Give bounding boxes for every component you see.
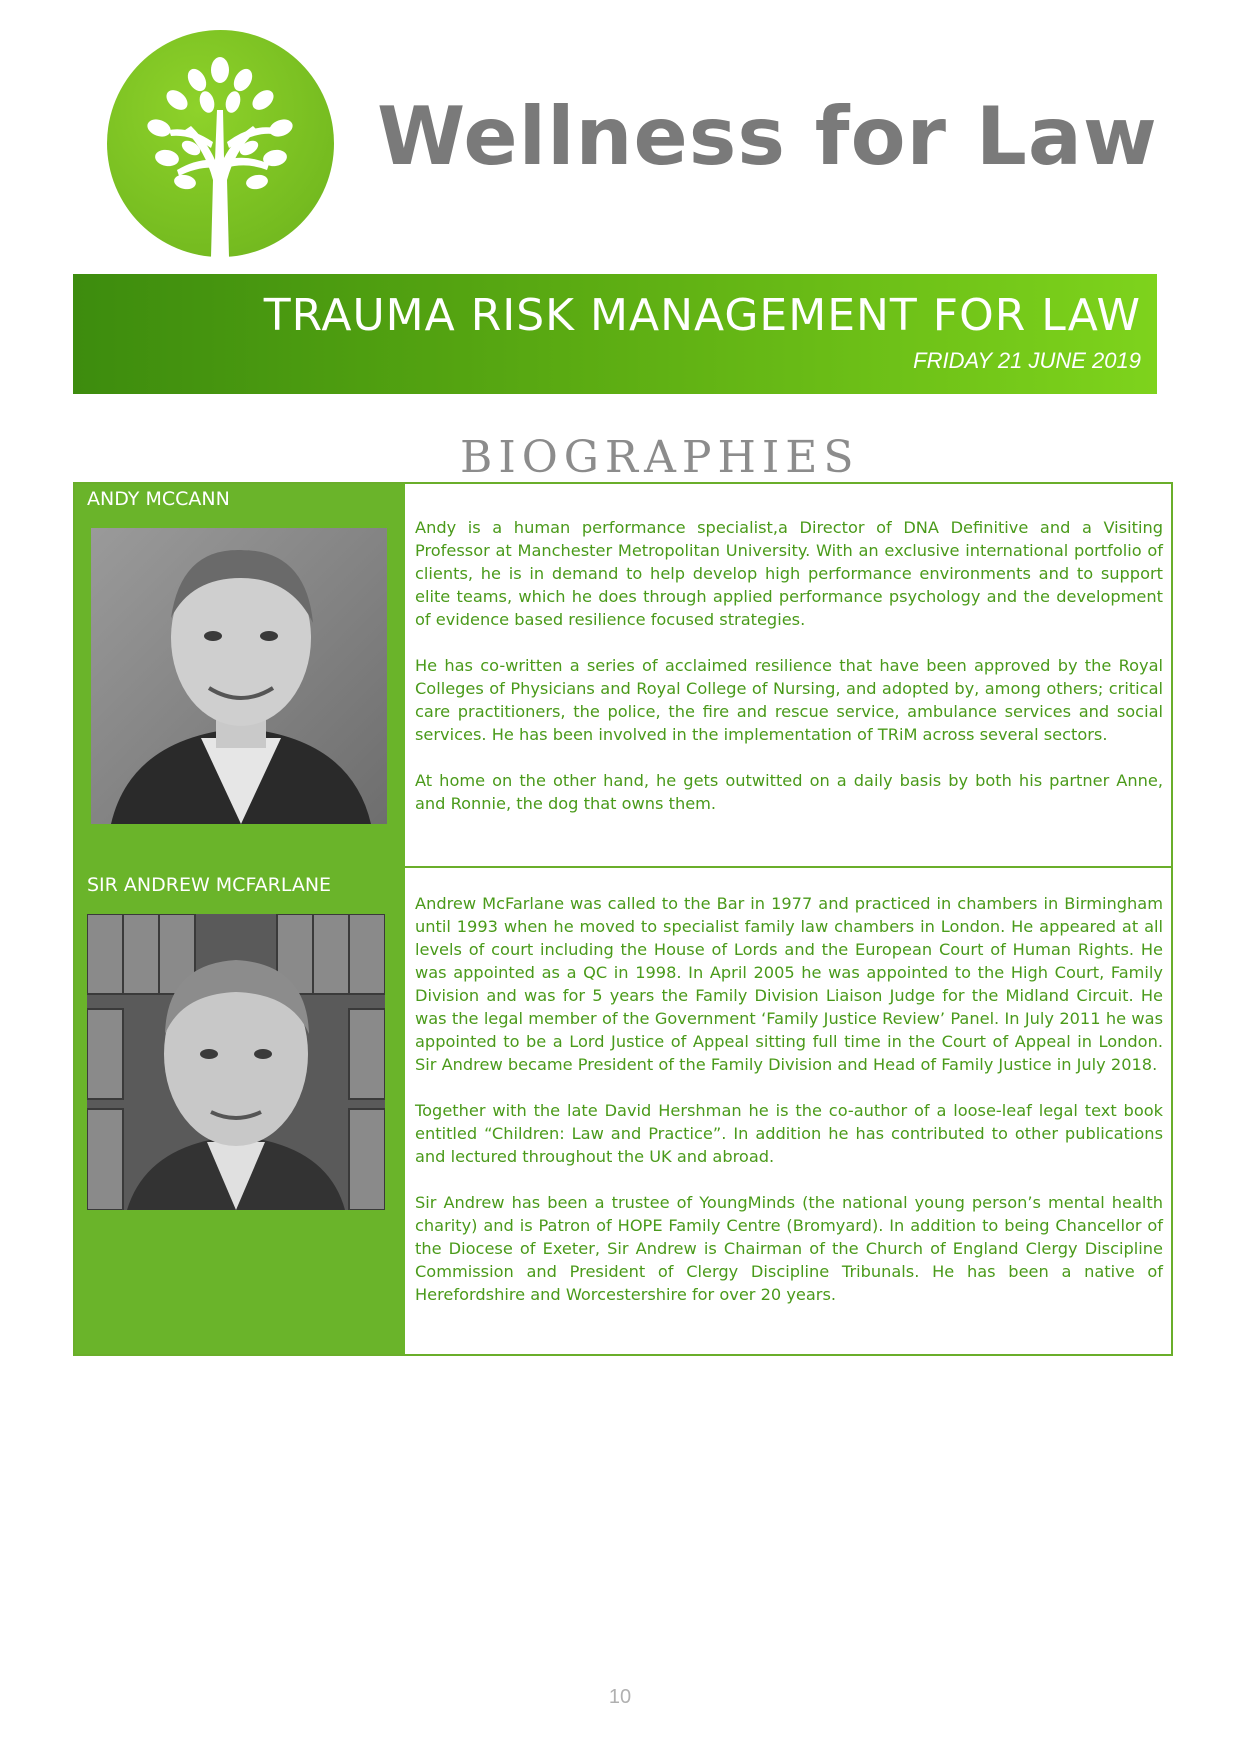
bio-paragraph: Andy is a human performance specialist,a Director of DNA Definitive and a Visiting Professor at Manchester Metropolitan University. With an exclusive international portfolio of clients, he is in demand to help develop high performance environments and to support elite teams, which he does through applied performance psychology and the development of evidence based resilience focused strategies. <box>415 518 1163 629</box>
bio-name: SIR ANDREW MCFARLANE <box>87 874 332 896</box>
bio-name: ANDY MCCANN <box>87 488 230 510</box>
portrait-photo-icon <box>87 914 385 1210</box>
event-title: TRAUMA RISK MANAGEMENT FOR LAW <box>263 290 1141 341</box>
bio-text <box>415 892 1163 1329</box>
page-number: 10 <box>608 1686 632 1708</box>
bio-paragraph: Andrew McFarlane was called to the Bar in 1977 and practiced in chambers in Birmingham until 1993 when he moved to specialist family law chambers in London. He appeared at all levels of court including the House of Lords and the European Court of Human Rights. He was appointed as a QC in 1998. In April 2005 he was appointed to the High Court, Family Division and was for 5 years the Family Division Liaison Judge for the Midland Circuit. He was the legal member of the Government ‘Family Justice Review’ Panel. In July 2011 he was appointed to be a Lord Justice of Appeal sitting full time in the Court of Appeal in London. Sir Andrew became President of the Family Division and Head of Family Justice in July 2018. <box>415 894 1163 1074</box>
bio-paragraph: He has co-written a series of acclaimed resilience that have been approved by the Royal Colleges of Physicians and Royal College of Nursing, and adopted by, among others; critical care practitioners, the police, the fire and rescue service, ambulance services and social services. He has been involved in the implementation of TRiM across several sectors. <box>415 656 1163 744</box>
title-banner <box>73 274 1157 394</box>
tree-logo-icon <box>107 30 334 257</box>
bio-paragraph: Sir Andrew has been a trustee of YoungMinds (the national young person’s mental health charity) and is Patron of HOPE Family Centre (Bromyard). In addition to being Chancellor of the Diocese of Exeter, Sir Andrew is Chairman of the Church of England Clergy Discipline Commission and President of Clergy Discipline Tribunals. He has been a native of Herefordshire and Worcestershire for over 20 years. <box>415 1193 1163 1304</box>
event-date: FRIDAY 21 JUNE 2019 <box>913 348 1141 373</box>
bio-paragraph: Together with the late David Hershman he is the co-author of a loose-leaf legal text book entitled “Children: Law and Practice”. In addition he has contributed to other publications and lectured throughout the UK and abroad. <box>415 1101 1163 1166</box>
bio-paragraph: At home on the other hand, he gets outwitted on a daily basis by both his partner Anne, and Ronnie, the dog that owns them. <box>415 771 1163 813</box>
bio-text <box>415 516 1163 838</box>
brand-name: Wellness for Law <box>377 90 1158 183</box>
section-heading: BIOGRAPHIES <box>460 432 860 483</box>
portrait-photo-icon <box>91 528 387 824</box>
row-divider <box>405 866 1171 868</box>
biographies-table <box>73 482 1173 1356</box>
